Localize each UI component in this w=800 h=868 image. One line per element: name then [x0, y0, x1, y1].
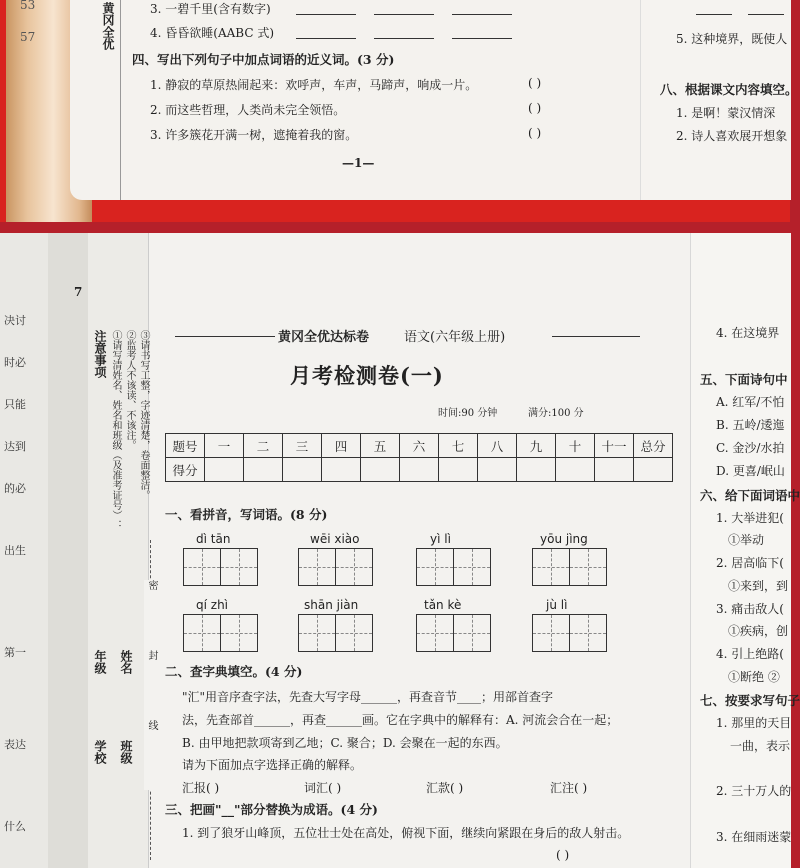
exam-binding-margin	[88, 233, 149, 868]
char-grid-7[interactable]	[416, 614, 490, 656]
school-label: 学校	[93, 740, 107, 764]
brand-title: 黄冈全优达标卷	[278, 330, 370, 345]
score-cell[interactable]	[478, 458, 517, 482]
pinyin-8: jù lì	[546, 598, 568, 612]
right-s6-4a: ①断绝 ②	[728, 670, 780, 684]
score-head: 十一	[595, 434, 634, 458]
s2-line-1: "汇"用音序查字法，先查大写字母______，再查音节____；用部首查字	[182, 690, 554, 704]
name-label: 姓名	[119, 650, 133, 674]
right-q4: 4. 在这境界	[716, 326, 780, 340]
score-row-label: 得分	[166, 458, 205, 482]
score-cell[interactable]	[244, 458, 283, 482]
s3-item-1: 1. 到了狼牙山峰顶，五位壮士处在高处，俯视下面，继续向紧跟在身后的敌人射击。	[182, 826, 630, 840]
pinyin-2: wēi xiào	[310, 532, 360, 546]
blank-line	[374, 38, 434, 39]
s2-line-4: 请为下面加点字选择正确的解释。	[182, 758, 363, 772]
score-head: 八	[478, 434, 517, 458]
s2-line-2: 法，先查部首______，再查______画。它在字典中的解释有：A. 河流会合在一起；	[182, 713, 619, 727]
page-number: —1—	[342, 156, 375, 170]
score-cell[interactable]	[634, 458, 673, 482]
right-c: C. 金沙/水拍	[716, 441, 785, 455]
score-cell[interactable]	[322, 458, 361, 482]
right-s6-1a: ①举动	[728, 533, 765, 547]
s2-item-3: 汇款( )	[426, 781, 464, 795]
grade-label: 年级	[93, 650, 107, 674]
right-s6-2: 2. 居高临下(	[716, 556, 784, 570]
right-b: B. 五岭/逶迤	[716, 418, 785, 432]
blank-line	[452, 38, 512, 39]
q4-text: 4. 昏昏欲睡(AABC 式)	[150, 26, 274, 40]
score-head: 题号	[166, 434, 205, 458]
score-head: 五	[361, 434, 400, 458]
top-divider	[120, 0, 121, 200]
notice-label: 注意事项	[93, 330, 107, 378]
score-cell[interactable]	[517, 458, 556, 482]
s4-item-2: 2. 而这些哲理，人类尚未完全领悟。	[150, 103, 346, 117]
side-number-2: 57	[20, 30, 36, 44]
section2-title: 二、查字典填空。(4 分)	[165, 664, 303, 679]
score-head: 一	[205, 434, 244, 458]
score-cell[interactable]	[361, 458, 400, 482]
right-s7: 七、按要求写句子	[700, 693, 800, 708]
score-cell[interactable]	[283, 458, 322, 482]
s2-item-1: 汇报( )	[182, 781, 220, 795]
blank-line	[296, 38, 356, 39]
right-s5: 五、下面诗句中	[700, 372, 788, 387]
section8-title: 八、根据课文内容填空。	[660, 82, 798, 97]
score-head: 六	[400, 434, 439, 458]
right-s6-2a: ①来到，到	[728, 579, 789, 593]
right-s6-3a: ①疾病，创	[728, 624, 789, 638]
pinyin-3: yì lì	[430, 532, 451, 546]
score-cell[interactable]	[595, 458, 634, 482]
score-head: 四	[322, 434, 361, 458]
left-char: 的必	[4, 482, 26, 495]
char-grid-3[interactable]	[416, 548, 490, 590]
char-grid-5[interactable]	[183, 614, 257, 656]
score-head: 总分	[634, 434, 673, 458]
char-grid-6[interactable]	[298, 614, 372, 656]
right-s6-1: 1. 大举进犯(	[716, 511, 784, 525]
left-char: 出生	[4, 544, 26, 557]
right-s6-3: 3. 痛击敌人(	[716, 602, 784, 616]
blank-line	[696, 14, 732, 15]
score-grid	[165, 433, 673, 482]
score-table	[165, 433, 673, 482]
left-char: 什么	[4, 820, 26, 833]
notice-2: ②监考人不该读、不该注。	[124, 330, 135, 450]
seal-label: 密封线	[146, 580, 157, 790]
right-q5: 5. 这种境界，既使人	[676, 32, 788, 46]
right-8-1: 1. 是啊！蒙汉情深	[676, 106, 776, 120]
answer-paren: ( )	[528, 101, 542, 115]
score-cell[interactable]	[439, 458, 478, 482]
notice-1: ①请写清姓名、姓名和班级（及准考证号）：	[110, 330, 121, 530]
s3-paren: ( )	[556, 848, 570, 862]
right-8-2: 2. 诗人喜欢展开想象	[676, 129, 788, 143]
score-head: 十	[556, 434, 595, 458]
side-number-1: 53	[20, 0, 36, 12]
exam-time: 时间:90 分钟	[438, 408, 498, 419]
blank-line	[452, 14, 512, 15]
left-strip-text	[4, 300, 44, 848]
right-d: D. 更喜/岷山	[716, 464, 785, 478]
s4-item-1: 1. 静寂的草原热闹起来：欢呼声，车声，马蹄声，响成一片。	[150, 78, 478, 92]
s2-item-2: 词汇( )	[304, 781, 342, 795]
subject-title: 语文(六年级上册)	[404, 330, 506, 345]
header-rule-left	[175, 336, 275, 337]
exam-full-score: 满分:100 分	[528, 408, 584, 419]
answer-paren: ( )	[528, 76, 542, 90]
score-cell[interactable]	[205, 458, 244, 482]
blank-line	[296, 14, 356, 15]
score-head: 七	[439, 434, 478, 458]
pinyin-4: yōu jìng	[540, 532, 588, 546]
side-title: 黄冈全优	[101, 2, 115, 50]
score-head: 三	[283, 434, 322, 458]
char-grid-8[interactable]	[532, 614, 606, 656]
right-s6: 六、给下面词语中	[700, 488, 800, 503]
header-rule-right	[552, 336, 640, 337]
section4-title: 四、写出下列句子中加点词语的近义词。(3 分)	[132, 52, 395, 67]
right-s6-4: 4. 引上绝路(	[716, 647, 784, 661]
notice-3: ③请书写工整，字迹清楚，卷面整洁。	[138, 330, 149, 500]
exam-title: 月考检测卷(一)	[290, 363, 444, 388]
left-char: 只能	[4, 398, 26, 411]
pinyin-1: dì tān	[196, 532, 231, 546]
page-no: 7	[74, 285, 83, 299]
section3-title: 三、把画"__"部分替换为成语。(4 分)	[165, 802, 378, 817]
score-cell[interactable]	[400, 458, 439, 482]
char-grid-2[interactable]	[298, 548, 372, 590]
right-s7-2: 2. 三十万人的	[716, 784, 792, 798]
page-stack-edge	[48, 233, 88, 868]
section1-title: 一、看拼音，写词语。(8 分)	[165, 507, 328, 522]
left-char: 时必	[4, 356, 26, 369]
blank-line	[374, 14, 434, 15]
pinyin-7: tǎn kè	[424, 598, 462, 612]
pinyin-6: shān jiàn	[304, 598, 359, 612]
class-label: 班级	[119, 740, 133, 764]
score-head: 二	[244, 434, 283, 458]
blank-line	[748, 14, 784, 15]
char-grid-1[interactable]	[183, 548, 257, 590]
right-a: A. 红军/不怕	[716, 395, 785, 409]
right-s7-3: 3. 在细雨迷蒙	[716, 830, 792, 844]
right-s7-1b: 一曲，表示	[730, 739, 791, 753]
s4-item-3: 3. 许多簇花开满一树，遮掩着我的窗。	[150, 128, 358, 142]
score-cell[interactable]	[556, 458, 595, 482]
left-char: 第一	[4, 646, 26, 659]
char-grid-4[interactable]	[532, 548, 606, 590]
s2-line-3: B. 由甲地把款项寄到乙地；C. 聚合；D. 会聚在一起的东西。	[182, 736, 508, 750]
q3-text: 3. 一碧千里(含有数字)	[150, 2, 271, 16]
pinyin-5: qí zhì	[196, 598, 229, 612]
s2-item-4: 汇注( )	[550, 781, 588, 795]
left-char: 决讨	[4, 314, 26, 327]
left-char: 表达	[4, 738, 26, 751]
left-char: 达到	[4, 440, 26, 453]
answer-paren: ( )	[528, 126, 542, 140]
right-s7-1: 1. 那里的天目	[716, 716, 792, 730]
score-head: 九	[517, 434, 556, 458]
